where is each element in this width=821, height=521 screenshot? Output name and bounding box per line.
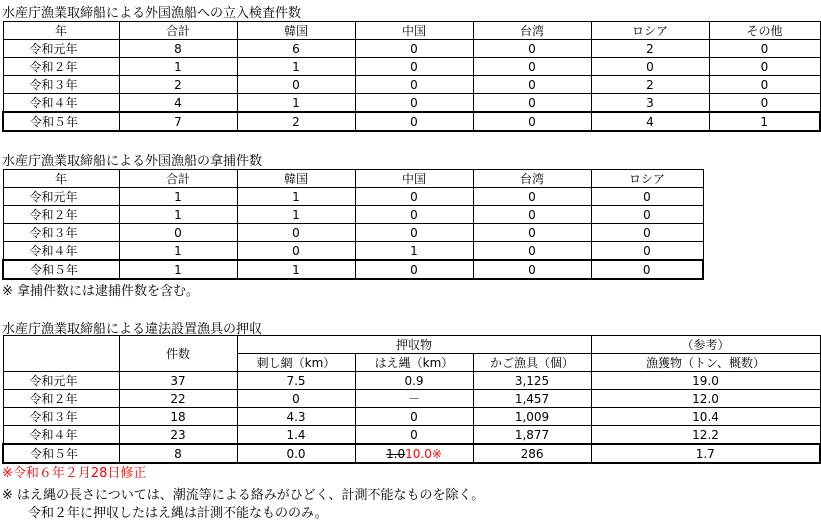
cell-longline: 0 [355, 426, 473, 445]
table-cell: 7 [119, 112, 237, 131]
inspection-table [2, 21, 821, 132]
header-row [3, 170, 703, 188]
header-longline: はえ縄（km） [355, 354, 473, 372]
table-cell: 2 [237, 112, 355, 131]
table-cell: 3 [591, 94, 709, 113]
column-header: 台湾 [473, 170, 591, 188]
table-row [3, 390, 820, 408]
table-cell: 0 [473, 112, 591, 131]
longline-corrected-value: 10.0※ [405, 446, 442, 461]
table-cell: 0 [473, 206, 591, 224]
header-reference: （参考） [591, 336, 820, 354]
table-cell: 1 [237, 188, 355, 206]
cell-gillnet: 1.4 [237, 426, 355, 445]
table-cell: 0 [591, 260, 703, 279]
cell-gillnet: 7.5 [237, 372, 355, 390]
cell-count: 37 [119, 372, 237, 390]
cell-longline [355, 444, 473, 463]
row-year: 令和２年 [3, 58, 119, 76]
cell-count: 8 [119, 444, 237, 463]
column-header: 韓国 [237, 22, 355, 40]
table-cell: 0 [355, 260, 473, 279]
table-cell: 0 [355, 188, 473, 206]
table-row [3, 58, 820, 76]
table-cell: 0 [473, 242, 591, 261]
header-count: 件数 [119, 336, 237, 372]
table-cell: 0 [473, 224, 591, 242]
cell-pot: 1,009 [473, 408, 591, 426]
table-cell: 1 [119, 188, 237, 206]
table-cell: 0 [591, 224, 703, 242]
cell-pot: 286 [473, 444, 591, 463]
table-cell: 1 [119, 242, 237, 261]
seizure-table [2, 169, 704, 280]
section3-title: 水産庁漁業取締船による違法設置漁具の押収 [2, 322, 263, 337]
table-cell: 0 [355, 224, 473, 242]
table-row [3, 444, 820, 463]
table-cell: 6 [237, 40, 355, 58]
table-cell: 0 [473, 94, 591, 113]
row-year: 令和５年 [3, 260, 119, 279]
table-cell: 0 [473, 76, 591, 94]
section2-title: 水産庁漁業取締船による外国漁船の拿捕件数 [2, 154, 263, 169]
table-cell: 0 [473, 58, 591, 76]
table-cell: 1 [237, 58, 355, 76]
table-cell: 0 [591, 242, 703, 261]
table-cell: 0 [709, 40, 820, 58]
row-year: 令和３年 [3, 408, 119, 426]
row-year: 令和４年 [3, 242, 119, 261]
cell-longline: － [355, 390, 473, 408]
row-year: 令和４年 [3, 94, 119, 113]
table-row [3, 408, 820, 426]
cell-pot: 3,125 [473, 372, 591, 390]
table-cell: 1 [119, 260, 237, 279]
table-cell: 0 [591, 188, 703, 206]
section3-note-2: 令和２年に押収したはえ縄は計測不能なもののみ。 [28, 506, 328, 521]
header-pot: かご漁具（個） [473, 354, 591, 372]
section1-title: 水産庁漁業取締船による外国漁船への立入検査件数 [2, 6, 302, 21]
longline-old-value: 1.0 [386, 446, 406, 461]
header-catch: 漁獲物（トン、概数） [591, 354, 820, 372]
table-cell: 1 [237, 206, 355, 224]
cell-catch: 12.2 [591, 426, 820, 445]
column-header: その他 [709, 22, 820, 40]
column-header: ロシア [591, 170, 703, 188]
table-row [3, 76, 820, 94]
table-cell: 4 [119, 94, 237, 113]
column-header: ロシア [591, 22, 709, 40]
table-cell: 0 [355, 94, 473, 113]
row-year: 令和元年 [3, 372, 119, 390]
table-cell: 4 [591, 112, 709, 131]
section3-note-1: ※ はえ縄の長さについては、潮流等による絡みがひどく、計測不能なものを除く。 [2, 488, 485, 503]
section2-note: ※ 拿捕件数には逮捕件数を含む。 [2, 284, 200, 299]
row-year: 令和４年 [3, 426, 119, 445]
cell-longline: 0 [355, 408, 473, 426]
header-gillnet: 刺し網（km） [237, 354, 355, 372]
cell-pot: 1,877 [473, 426, 591, 445]
row-year: 令和３年 [3, 76, 119, 94]
column-header: 中国 [355, 170, 473, 188]
table-cell: 0 [709, 76, 820, 94]
row-year: 令和２年 [3, 206, 119, 224]
table-row [3, 40, 820, 58]
table-cell: 0 [473, 260, 591, 279]
table-cell: 0 [237, 76, 355, 94]
table-cell: 0 [119, 224, 237, 242]
row-year: 令和３年 [3, 224, 119, 242]
row-year: 令和５年 [3, 444, 119, 463]
table-cell: 0 [591, 58, 709, 76]
header-seized: 押収物 [237, 336, 591, 354]
column-header: 合計 [119, 22, 237, 40]
cell-gillnet: 0 [237, 390, 355, 408]
table-row [3, 112, 820, 131]
table-cell: 1 [355, 242, 473, 261]
table-cell: 1 [237, 94, 355, 113]
cell-pot: 1,457 [473, 390, 591, 408]
table-cell: 0 [473, 188, 591, 206]
table-cell: 0 [355, 58, 473, 76]
table-row [3, 206, 703, 224]
table-row [3, 372, 820, 390]
table-row [3, 94, 820, 113]
column-header: 年 [3, 170, 119, 188]
table-cell: 0 [237, 242, 355, 261]
cell-gillnet: 0.0 [237, 444, 355, 463]
header-row [3, 22, 820, 40]
table-cell: 0 [591, 206, 703, 224]
column-header: 合計 [119, 170, 237, 188]
cell-longline: 0.9 [355, 372, 473, 390]
table-cell: 0 [355, 206, 473, 224]
table-cell: 0 [709, 94, 820, 113]
table-cell: 1 [119, 58, 237, 76]
cell-count: 22 [119, 390, 237, 408]
gear-confiscation-table [2, 335, 821, 464]
table-cell: 1 [709, 112, 820, 131]
table-row [3, 188, 703, 206]
table-row [3, 260, 703, 279]
row-year: 令和元年 [3, 188, 119, 206]
column-header: 中国 [355, 22, 473, 40]
header-year-blank [3, 336, 119, 372]
cell-catch: 1.7 [591, 444, 820, 463]
row-year: 令和２年 [3, 390, 119, 408]
cell-catch: 19.0 [591, 372, 820, 390]
column-header: 韓国 [237, 170, 355, 188]
table-cell: 1 [119, 206, 237, 224]
table-cell: 2 [119, 76, 237, 94]
table-cell: 0 [355, 112, 473, 131]
table-row [3, 426, 820, 445]
cell-catch: 12.0 [591, 390, 820, 408]
table-cell: 0 [355, 40, 473, 58]
table-cell: 0 [709, 58, 820, 76]
table-row [3, 224, 703, 242]
table-cell: 1 [237, 260, 355, 279]
table-cell: 8 [119, 40, 237, 58]
cell-catch: 10.4 [591, 408, 820, 426]
column-header: 年 [3, 22, 119, 40]
table-cell: 0 [237, 224, 355, 242]
table-row [3, 242, 703, 261]
table-cell: 2 [591, 76, 709, 94]
table-cell: 2 [591, 40, 709, 58]
row-year: 令和元年 [3, 40, 119, 58]
cell-count: 23 [119, 426, 237, 445]
table-cell: 0 [355, 76, 473, 94]
cell-count: 18 [119, 408, 237, 426]
correction-note: ※令和６年２月28日修正 [2, 466, 147, 481]
row-year: 令和５年 [3, 112, 119, 131]
column-header: 台湾 [473, 22, 591, 40]
table-cell: 0 [473, 40, 591, 58]
cell-gillnet: 4.3 [237, 408, 355, 426]
